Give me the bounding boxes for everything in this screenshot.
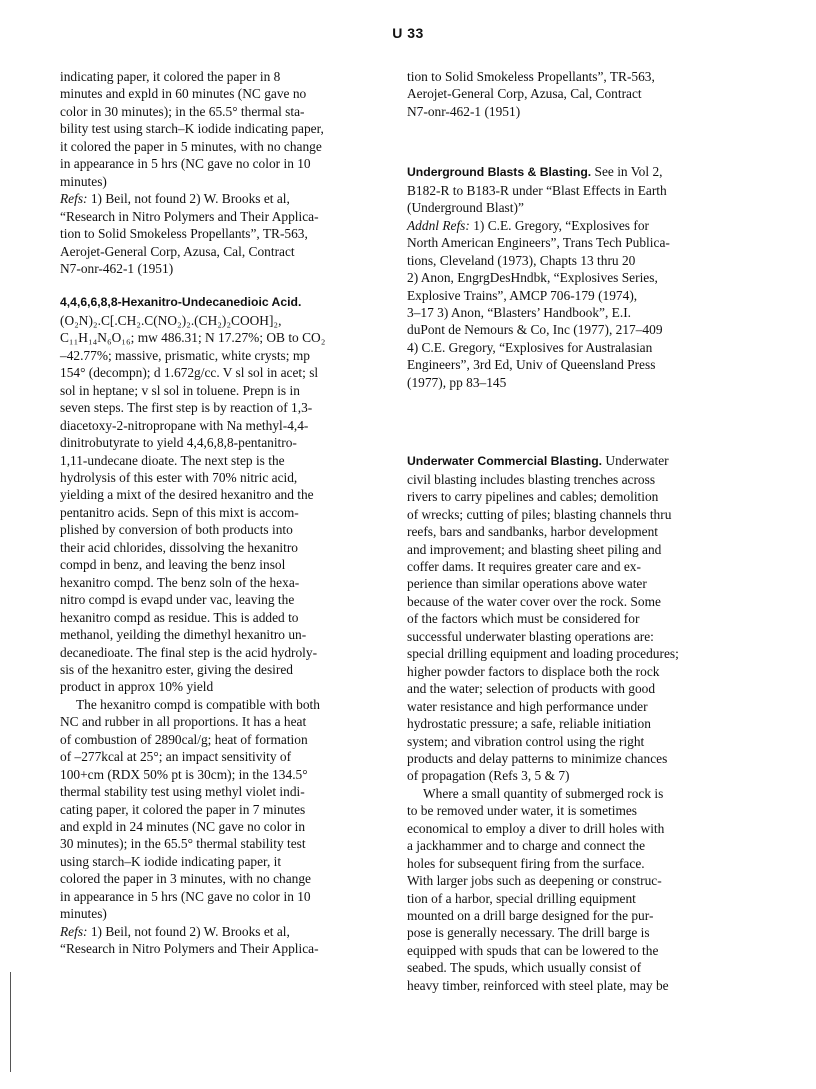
reference-line: “Research in Nitro Polymers and Their Applica- — [60, 941, 319, 957]
text-line: products and delay patterns to minimize chances — [407, 750, 668, 766]
text-line: heavy timber, reinforced with steel plate, may be — [407, 977, 669, 993]
text-line: minutes) — [60, 906, 107, 922]
text-line: of wrecks; cutting of piles; blasting channels thru — [407, 506, 672, 522]
underwater-entry — [407, 452, 707, 994]
text-line: mounted on a drill barge designed for the pur- — [407, 908, 654, 924]
text-line: With larger jobs such as deepening or construc- — [407, 873, 662, 889]
intro-paragraph — [60, 68, 352, 190]
text-line: special drilling equipment and loading procedures; — [407, 646, 679, 662]
text-line: nitro compd is evapd under vac, leaving the — [60, 592, 295, 608]
right-column — [407, 68, 707, 994]
text-line: holes for subsequent firing from the surface. — [407, 855, 645, 871]
text-line: because of the water cover over the rock. Some — [407, 593, 661, 609]
text-line: (Underground Blast)” — [407, 200, 524, 216]
text-line: and improvement; and blasting sheet piling and — [407, 541, 662, 557]
reference-line: tion to Solid Smokeless Propellants”, TR-563, — [60, 226, 308, 242]
entry-title: Underwater Commercial Blasting. — [407, 454, 603, 469]
text-line: minutes and expld in 60 minutes (NC gave no — [60, 86, 307, 102]
text-line: plished by conversion of both products into — [60, 522, 293, 538]
references-continuation — [407, 68, 707, 120]
text-line: civil blasting includes blasting trenches across — [407, 471, 656, 487]
text-segment: The hexanitro compd is compatible with both — [76, 696, 320, 712]
text-line: yielding a mixt of the desired hexanitro and the — [60, 487, 314, 503]
reference-line: tion to Solid Smokeless Propellants”, TR-563, — [407, 69, 655, 84]
text-line: color in 30 minutes); in the 65.5° thermal sta- — [60, 103, 305, 119]
refs-label: Refs: — [60, 923, 88, 939]
entry-first-line — [407, 452, 707, 470]
text-line: sol in heptane; v sl sol in toluene. Prepn is in — [60, 382, 300, 398]
text-line: it colored the paper in 5 minutes, with no change — [60, 138, 322, 154]
text-line: product in approx 10% yield — [60, 679, 214, 695]
text-line: colored the paper in 3 minutes, with no change — [60, 871, 312, 887]
reference-line: 4) C.E. Gregory, “Explosives for Australasian — [407, 339, 653, 355]
text-line: 30 minutes); in the 65.5° thermal stability test — [60, 836, 306, 852]
text-segment: See in Vol 2, — [591, 164, 663, 180]
text-line: and expld in 24 minutes (NC gave no color in — [60, 819, 306, 835]
reference-line: Aerojet-General Corp, Azusa, Cal, Contract — [407, 86, 642, 102]
page-number: U 33 — [392, 25, 424, 41]
reference-line: (1977), pp 83–145 — [407, 374, 507, 390]
text-line: tion of a harbor, special drilling equipment — [407, 890, 636, 906]
reference-line: tions, Cleveland (1973), Chapts 13 thru 20 — [407, 252, 636, 268]
text-line: diacetoxy-2-nitropropane with Na methyl-4,4- — [60, 417, 309, 433]
reference-line: Engineers”, 3rd Ed, Univ of Queensland Press — [407, 357, 656, 373]
entry-first-line — [407, 163, 707, 181]
text-line: in appearance in 5 hrs (NC gave no color in 10 — [60, 156, 311, 172]
text-line: (O₂N)₂.C[.CH₂.C(NO₂)₂.(CH₂)₂COOH]₂, — [60, 312, 282, 328]
entry-title: 4,4,6,6,8,8-Hexanitro-Undecanedioic Acid. — [60, 295, 302, 310]
text-line: economical to employ a diver to drill holes with — [407, 820, 665, 836]
text-line: seven steps. The first step is by reaction of 1,3- — [60, 400, 313, 416]
margin-rule — [10, 972, 11, 1072]
text-line: –42.77%; massive, prismatic, white crysts; mp — [60, 347, 310, 363]
text-line: compd in benz, and leaving the benz insol — [60, 557, 286, 573]
reference-line: 2) Anon, EngrgDesHndbk, “Explosives Series, — [407, 270, 658, 286]
reference-line — [60, 923, 352, 940]
text-line: bility test using starch–K iodide indicating paper, — [60, 121, 324, 137]
text-line: NC and rubber in all proportions. It has a heat — [60, 714, 307, 730]
text-segment: Where a small quantity of submerged rock is — [423, 785, 664, 801]
text-line: sis of the hexanitro ester, giving the desired — [60, 661, 293, 677]
text-line: decanedioate. The final step is the acid hydroly- — [60, 644, 318, 660]
text-line: methanol, yeilding the dimethyl hexanitro un- — [60, 627, 307, 643]
text-line — [60, 696, 352, 713]
text-segment: Underwater — [602, 453, 669, 469]
text-line: pentanitro acids. Sepn of this mixt is accom- — [60, 504, 299, 520]
refs-label: Refs: — [60, 191, 88, 207]
text-line: successful underwater blasting operations are: — [407, 628, 654, 644]
text-line: B182-R to B183-R under “Blast Effects in Earth — [407, 182, 667, 198]
text-line: hydrostatic pressure; a safe, reliable initiation — [407, 716, 651, 732]
text-line: minutes) — [60, 173, 107, 189]
text-line: equipped with spuds that can be lowered to the — [407, 942, 659, 958]
text-line: higher powder factors to displace both the rock — [407, 663, 660, 679]
text-line: seabed. The spuds, which usually consist of — [407, 960, 642, 976]
text-line: indicating paper, it colored the paper in 8 — [60, 69, 281, 84]
text-line: water resistance and high performance under — [407, 698, 648, 714]
left-column — [60, 68, 352, 958]
text-line: using starch–K iodide indicating paper, it — [60, 853, 282, 869]
text-line: perience than similar operations above water — [407, 576, 647, 592]
text-line: to be removed under water, it is sometimes — [407, 803, 638, 819]
text-line: 100+cm (RDX 50% pt is 30cm); in the 134.5° — [60, 766, 308, 782]
underground-entry — [407, 163, 707, 391]
text-line: C₁₁H₁₄N₆O₁₆; mw 486.31; N 17.27%; OB to CO₂ — [60, 330, 326, 346]
reference-line: 3–17 3) Anon, “Blasters’ Handbook”, E.I. — [407, 304, 631, 320]
reference-line: Explosive Trains”, AMCP 706-179 (1974), — [407, 287, 638, 303]
text-line: dinitrobutyrate to yield 4,4,6,8,8-pentanitro- — [60, 435, 297, 451]
text-line: coffer dams. It requires greater care and ex- — [407, 558, 641, 574]
text-line: rivers to carry pipelines and cables; demolition — [407, 489, 659, 505]
entry-title: Underground Blasts & Blasting. — [407, 165, 592, 180]
reference-text: 1) C.E. Gregory, “Explosives for — [469, 217, 649, 233]
text-line: in appearance in 5 hrs (NC gave no color in 10 — [60, 888, 311, 904]
reference-line: “Research in Nitro Polymers and Their Applica- — [60, 208, 319, 224]
reference-text: 1) Beil, not found 2) W. Brooks et al, — [87, 191, 290, 207]
text-line: system; and vibration control using the right — [407, 733, 645, 749]
text-line: 154° (decompn); d 1.672g/cc. V sl sol in acet; sl — [60, 365, 319, 381]
text-line: hexanitro compd as residue. This is added to — [60, 609, 299, 625]
text-line: their acid chlorides, dissolving the hexanitro — [60, 539, 298, 555]
text-line: cating paper, it colored the paper in 7 minutes — [60, 801, 306, 817]
references-block — [60, 190, 352, 277]
text-line: hydrolysis of this ester with 70% nitric acid, — [60, 469, 298, 485]
text-line: of propagation (Refs 3, 5 & 7) — [407, 768, 570, 784]
compound-entry — [60, 294, 352, 922]
text-line: reefs, bars and sandbanks, harbor development — [407, 524, 658, 540]
reference-line: North American Engineers”, Trans Tech Publica- — [407, 235, 670, 251]
text-line: hexanitro compd. The benz soln of the hexa- — [60, 574, 300, 590]
reference-line: Aerojet-General Corp, Azusa, Cal, Contract — [60, 243, 295, 259]
text-line: 1,11-undecane dioate. The next step is the — [60, 452, 285, 468]
reference-line: N7-onr-462-1 (1951) — [407, 103, 521, 119]
text-line: thermal stability test using methyl violet indi- — [60, 784, 305, 800]
refs-label: Addnl Refs: — [407, 217, 470, 233]
reference-line: duPont de Nemours & Co, Inc (1977), 217–409 — [407, 322, 663, 338]
text-line: pose is generally necessary. The drill barge is — [407, 925, 650, 941]
reference-text: 1) Beil, not found 2) W. Brooks et al, — [87, 923, 290, 939]
reference-line: N7-onr-462-1 (1951) — [60, 260, 174, 276]
text-line: of combustion of 2890cal/g; heat of formation — [60, 731, 308, 747]
text-line: and the water; selection of products with good — [407, 681, 656, 697]
reference-line — [407, 217, 707, 234]
text-line: a jackhammer and to charge and connect the — [407, 838, 646, 854]
text-line — [407, 785, 707, 802]
references-block — [60, 923, 352, 958]
text-line: of the factors which must be considered for — [407, 611, 640, 627]
text-line: of –277kcal at 25°; an impact sensitivity of — [60, 749, 292, 765]
reference-line — [60, 190, 352, 207]
